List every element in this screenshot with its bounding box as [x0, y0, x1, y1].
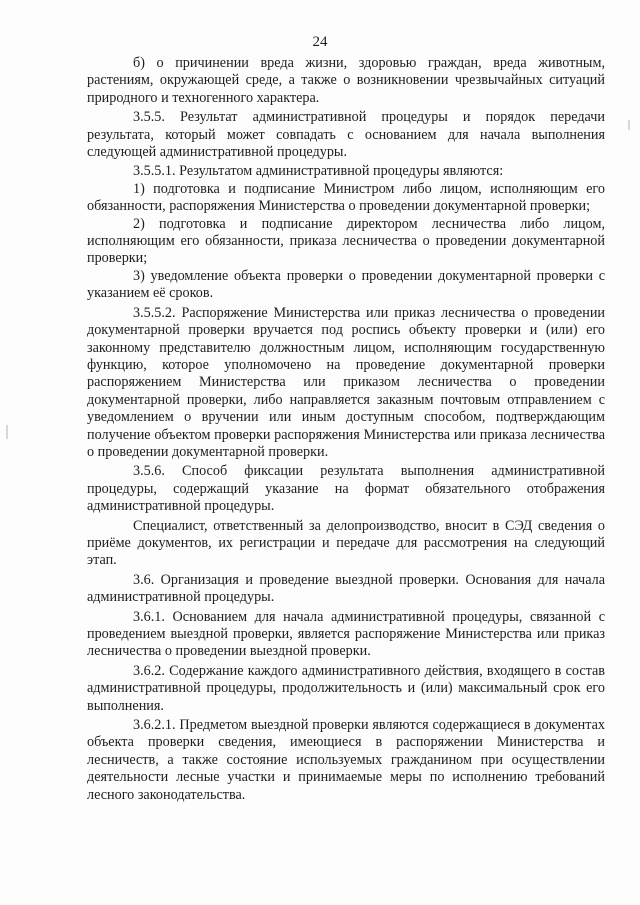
paragraph-7: 3.5.5.2. Распоряжение Министерства или приказ лесничества о проведении документарной проверки вручается под роспись объекту проверки и (или) его законному представителю должностным лицом, исполняющим государственную функцию, которое уполномочено на проведение документарной проверки распоряжением Министерства или приказом лесничества о проведении документарной проверки, либо направляется заказным почтовым отправлением с уведомлением о вручении или иным доступным способом, подтверждающим получение объектом проверки распоряжения Министерства или приказа лесничества о проведении документарной проверки.	[87, 304, 605, 460]
paragraph-11: 3.6.1. Основанием для начала административной процедуры, связанной с проведением выездной проверки, является распоряжение Министерства или приказ лесничества о проведении выездной проверки.	[87, 608, 605, 660]
scan-edge-mark-left	[6, 425, 8, 439]
scan-edge-mark-right	[628, 120, 630, 130]
paragraph-10: 3.6. Организация и проведение выездной проверки. Основания для начала административной процедуры.	[87, 571, 605, 606]
paragraph-4: 1) подготовка и подписание Министром либо лицом, исполняющим его обязанности, распоряжения Министерства о проведении документарной проверки;	[87, 180, 605, 215]
paragraph-5: 2) подготовка и подписание директором лесничества либо лицом, исполняющим его обязанности, приказа лесничества о проведении документарной проверки;	[87, 215, 605, 267]
paragraph-12: 3.6.2. Содержание каждого административного действия, входящего в состав административной процедуры, продолжительность и (или) максимальный срок его выполнения.	[87, 662, 605, 714]
paragraph-8: 3.5.6. Способ фиксации результата выполнения административной процедуры, содержащий указание на формат обязательного отображения административной процедуры.	[87, 463, 605, 515]
paragraph-1: б) о причинении вреда жизни, здоровью граждан, вреда животным, растениям, окружающей среде, а также о возникновении чрезвычайных ситуаций природного и техногенного характера.	[87, 55, 605, 106]
paragraph-2: 3.5.5. Результат административной процедуры и порядок передачи результата, который может совпадать с основанием для начала выполнения следующей административной процедуры.	[87, 109, 605, 161]
paragraph-3: 3.5.5.1. Результатом административной процедуры являются:	[133, 163, 504, 180]
document-body	[87, 55, 605, 804]
paragraph-6: 3) уведомление объекта проверки о проведении документарной проверки с указанием её сроков.	[87, 267, 605, 302]
paragraph-13: 3.6.2.1. Предметом выездной проверки являются содержащиеся в документах объекта проверки сведения, имеющиеся в распоряжении Министерства и лесничеств, а также состояние используемых гражданином при осуществлении деятельности лесные участки и принимаемые меры по исполнению требований лесного законодательства.	[87, 717, 605, 803]
paragraph-9: Специалист, ответственный за делопроизводство, вносит в СЭД сведения о приёме документов, их регистрации и передаче для рассмотрения на следующий этап.	[87, 517, 605, 569]
page-number: 24	[312, 34, 328, 50]
